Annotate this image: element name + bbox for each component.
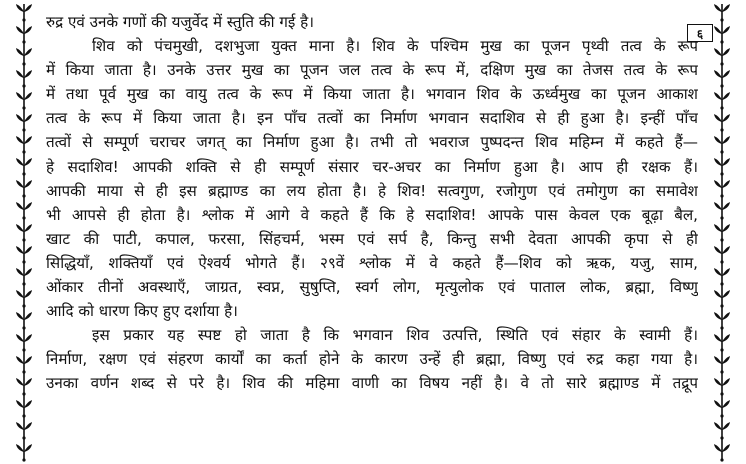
text-line-13: आदि को धारण किए हुए दर्शाया है। [46,302,238,321]
text-line-3: में किया जाता है। उनके उत्तर मुख का पूजन जल तत्व के रूप में, दक्षिण मुख का तेजस तत्व के रूप [46,61,698,80]
text-line-5: तत्व के रूप में किया जाता है। इन पाँच तत्वों का निर्माण भगवान सदाशिव से ही हुआ है। इन्हीं पाँच [46,109,698,128]
text-line-6: तत्वों से सम्पूर्ण चराचर जगत् का निर्माण हुआ है। तभी तो भवराज पुष्पदन्त शिव महिम्न में कहते हैं— [46,133,698,152]
text-line-14: इस प्रकार यह स्पष्ट हो जाता है कि भगवान शिव उत्पत्ति, स्थिति एवं संहार के स्वामी हैं। [92,326,698,345]
page-number: ६ [687,24,713,42]
body-text [46,10,698,396]
text-line-11: सिद्धियाँ, शक्तियाँ एवं ऐश्वर्य भोगते हैं। २९वें श्लोक में वे कहते हैं—शिव को ऋक, यजु, साम, [46,253,698,272]
text-line-9: भी आपसे ही होता है। श्लोक में आगे वे कहते हैं कि हे सदाशिव! आपके पास केवल एक बूढ़ा बैल, [46,205,698,224]
left-ornamental-border [14,0,34,464]
text-line-12: ओंकार तीनों अवस्थाएँ, जाग्रत, स्वप्न, सुषुप्ति, स्वर्ग लोग, मृत्युलोक एवं पाताल लोक, ब्रह्मा, विष्णु [46,278,698,297]
text-line-4: में तथा पूर्व मुख का वायु तत्व के रूप में किया जाता है। भगवान शिव के ऊर्ध्वमुख का पूजन आकाश [46,85,698,104]
text-line-15: निर्माण, रक्षण एवं संहरण कार्यों का कर्ता होने के कारण उन्हें ही ब्रह्मा, विष्णु एवं रुद्र कहा गया है। [46,350,698,369]
right-ornamental-border [712,0,732,464]
text-line-2: शिव को पंचमुखी, दशभुजा युक्त माना है। शिव के पश्चिम मुख का पूजन पृथ्वी तत्व के रूप [92,37,698,56]
text-line-1: रुद्र एवं उनके गणों की यजुर्वेद में स्तुति की गई है। [46,13,314,31]
text-line-8: आपकी माया से ही इस ब्रह्माण्ड का लय होता है। हे शिव! सत्वगुण, रजोगुण एवं तमोगुण का समावेश [46,181,698,200]
text-line-16: उनका वर्णन शब्द से परे है। शिव की महिमा वाणी का विषय नहीं है। वे तो सारे ब्रह्माण्ड में तद्रूप [46,374,698,393]
text-line-10: खाट की पाटी, कपाल, फरसा, सिंहचर्म, भस्म एवं सर्प है, किन्तु सभी देवता आपकी कृपा से ही [46,229,698,248]
text-line-7: हे सदाशिव! आपकी शक्ति से ही सम्पूर्ण संसार चर-अचर का निर्माण हुआ है। आप ही रक्षक हैं। [46,157,698,176]
